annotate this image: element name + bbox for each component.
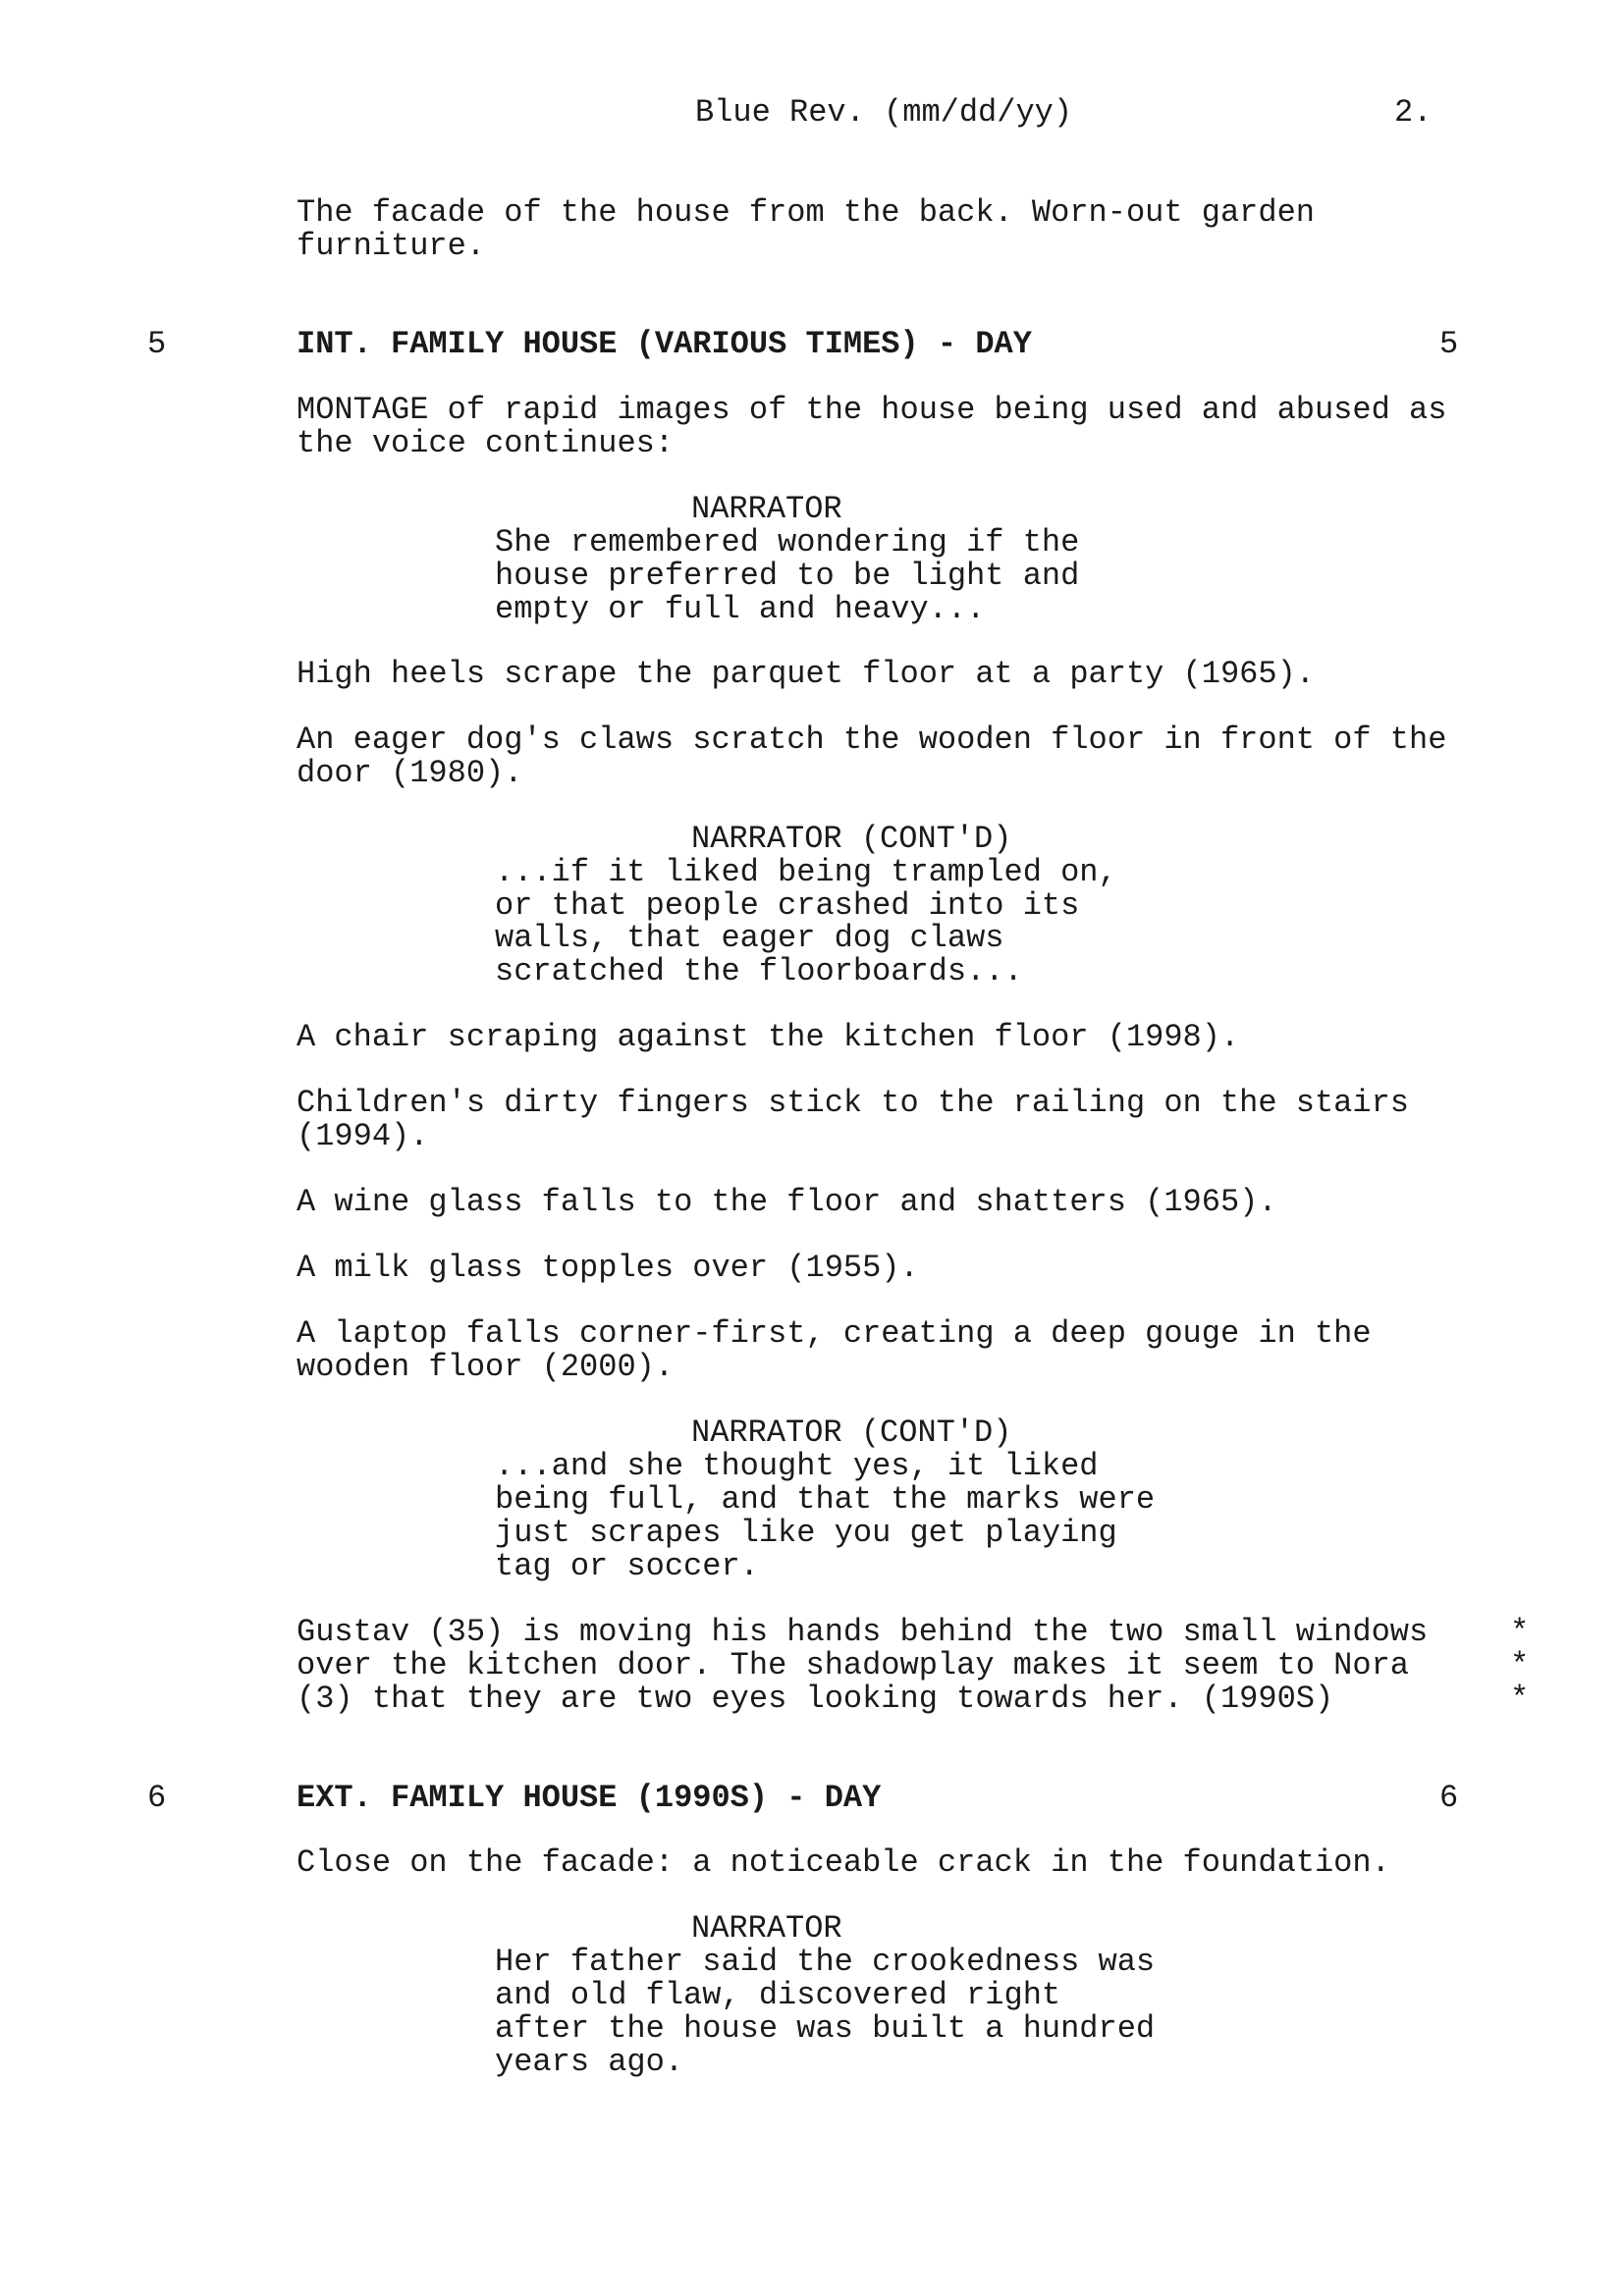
character-name: NARRATOR [691,491,842,527]
dialogue-line: She remembered wondering if the [495,524,1080,561]
dialogue-line: or that people crashed into its [495,887,1080,924]
character-name: NARRATOR [691,1910,842,1947]
action-line: A chair scraping against the kitchen floor (1998). [297,1019,1240,1055]
dialogue-line: walls, that eager dog claws [495,920,1004,956]
action-line: the voice continues: [297,425,675,461]
dialogue-line: after the house was built a hundred [495,2010,1156,2047]
dialogue-line: scratched the floorboards... [495,953,1023,989]
scene-number-left: 5 [147,326,167,362]
dialogue-line: ...if it liked being trampled on, [495,854,1117,890]
dialogue-line: ...and she thought yes, it liked [495,1448,1099,1484]
scene-number-right: 5 [1439,326,1459,362]
dialogue-line: being full, and that the marks were [495,1481,1156,1518]
revision-mark: * [1510,1681,1530,1717]
action-line: A laptop falls corner-first, creating a deep gouge in the [297,1315,1372,1352]
revision-mark: * [1510,1647,1530,1683]
page-number: 2. [1394,94,1433,131]
action-line: A wine glass falls to the floor and shatters (1965). [297,1184,1277,1220]
dialogue-line: and old flaw, discovered right [495,1977,1061,2013]
action-line: over the kitchen door. The shadowplay makes it seem to Nora [297,1647,1409,1683]
action-line: The facade of the house from the back. Worn-out garden [297,194,1315,231]
scene-number-right: 6 [1439,1780,1459,1816]
dialogue-line: just scrapes like you get playing [495,1515,1117,1551]
scene-number-left: 6 [147,1780,167,1816]
revision-mark: * [1510,1614,1530,1650]
action-line: A milk glass topples over (1955). [297,1250,919,1286]
character-name: NARRATOR (CONT'D) [691,821,1012,857]
dialogue-line: Her father said the crookedness was [495,1944,1156,1980]
action-line: wooden floor (2000). [297,1349,675,1385]
dialogue-line: years ago. [495,2044,684,2080]
action-line: door (1980). [297,755,523,791]
scene-heading: EXT. FAMILY HOUSE (1990S) - DAY [297,1780,882,1816]
revision-label: Blue Rev. (mm/dd/yy) [695,94,1073,131]
action-line: Children's dirty fingers stick to the railing on the stairs [297,1085,1409,1121]
action-line: Gustav (35) is moving his hands behind the two small windows [297,1614,1429,1650]
dialogue-line: house preferred to be light and [495,558,1080,594]
action-line: (3) that they are two eyes looking towards her. (1990S) [297,1681,1334,1717]
dialogue-line: tag or soccer. [495,1548,759,1584]
action-line: (1994). [297,1118,429,1154]
character-name: NARRATOR (CONT'D) [691,1415,1012,1451]
action-line: Close on the facade: a noticeable crack in the foundation. [297,1844,1390,1881]
dialogue-line: empty or full and heavy... [495,591,986,627]
scene-heading: INT. FAMILY HOUSE (VARIOUS TIMES) - DAY [297,326,1032,362]
action-line: High heels scrape the parquet floor at a party (1965). [297,656,1315,692]
action-line: furniture. [297,228,486,264]
action-line: An eager dog's claws scratch the wooden floor in front of the [297,721,1447,758]
action-line: MONTAGE of rapid images of the house being used and abused as [297,392,1447,428]
